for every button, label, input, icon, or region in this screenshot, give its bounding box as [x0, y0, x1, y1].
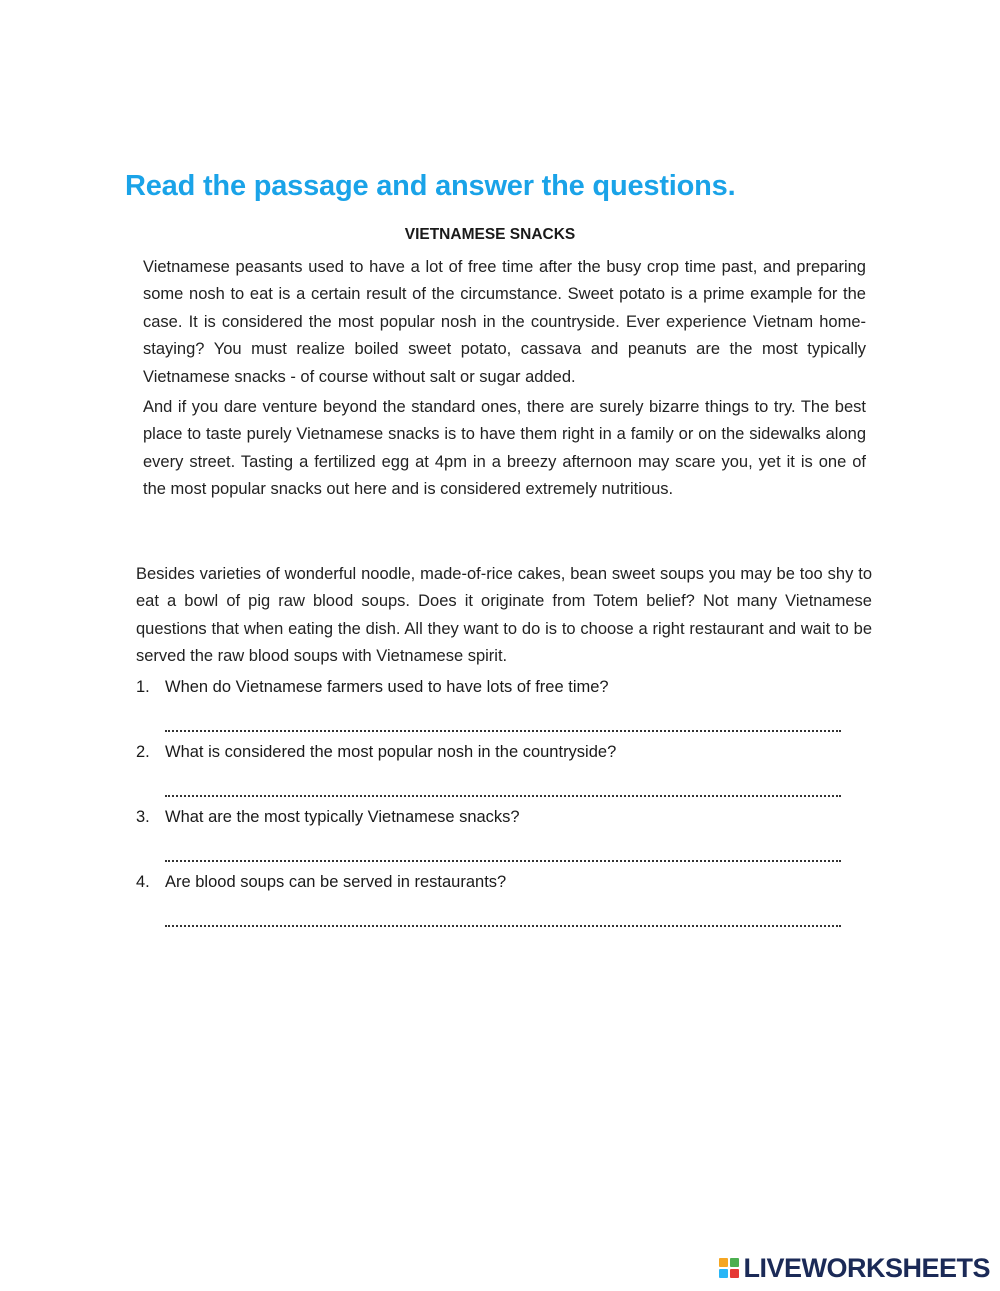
liveworksheets-logo: [719, 1253, 990, 1283]
passage-paragraph-3: Besides varieties of wonderful noodle, made-of-rice cakes, bean sweet soups you may be too shy to eat a bowl of pig raw blood soups. Does it originate from Totem belief? Not many Vietnamese questions that when eating the dish. All they want to do is to choose a right restaurant and wait to be served the raw blood soups with Vietnamese spirit.: [136, 565, 872, 666]
question-4: [136, 871, 856, 936]
question-number: 2.: [136, 743, 150, 761]
question-text: What are the most typically Vietnamese snacks?: [165, 808, 520, 826]
question-text: Are blood soups can be served in restaurants?: [165, 873, 507, 891]
logo-square: [719, 1258, 728, 1267]
question-list: [136, 676, 856, 936]
answer-field-1[interactable]: [165, 708, 841, 732]
passage-title: VIETNAMESE SNACKS: [404, 226, 576, 243]
question-1: [136, 676, 856, 741]
logo-square: [730, 1258, 739, 1267]
logo-icon: [719, 1258, 739, 1278]
answer-field-4[interactable]: [165, 903, 841, 927]
question-number: 1.: [136, 678, 150, 696]
passage-paragraph-1: Vietnamese peasants used to have a lot of free time after the busy crop time past, and preparing some nosh to eat is a certain result of the circumstance. Sweet potato is a prime example for the case. It is considered the most popular nosh in the countryside. Ever experience Vietnam home-staying? You must realize boiled sweet potato, cassava and peanuts are the most typically Vietnamese snacks - of course without salt or sugar added.: [143, 258, 866, 386]
logo-text: LIVEWORKSHEETS: [743, 1252, 990, 1283]
answer-field-2[interactable]: [165, 773, 841, 797]
question-text: When do Vietnamese farmers used to have lots of free time?: [165, 678, 609, 696]
logo-square: [730, 1269, 739, 1278]
question-3: [136, 806, 856, 871]
logo-square: [719, 1269, 728, 1278]
page-heading: Read the passage and answer the questions.: [125, 170, 736, 202]
question-number: 3.: [136, 808, 150, 826]
question-text: What is considered the most popular nosh in the countryside?: [165, 743, 617, 761]
question-2: [136, 741, 856, 806]
question-number: 4.: [136, 873, 150, 891]
passage-paragraph-2: And if you dare venture beyond the standard ones, there are surely bizarre things to try. The best place to taste purely Vietnamese snacks is to have them right in a family or on the sidewalks along every street. Tasting a fertilized egg at 4pm in a breezy afternoon may scare you, yet it is one of the most popular snacks out here and is considered extremely nutritious.: [143, 398, 866, 499]
answer-field-3[interactable]: [165, 838, 841, 862]
